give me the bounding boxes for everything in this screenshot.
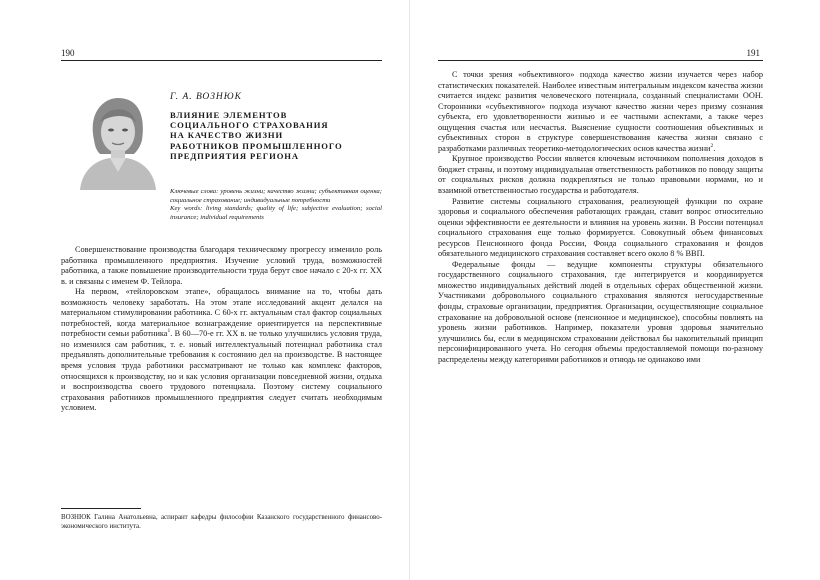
footnote-rule [61, 508, 141, 509]
title-line: РАБОТНИКОВ ПРОМЫШЛЕННОГО [170, 140, 343, 151]
title-line: ВЛИЯНИЕ ЭЛЕМЕНТОВ [170, 110, 288, 120]
page-number-right: 191 [746, 48, 760, 58]
paragraph-text: . В 60—70-е гг. XX в. не только улучшились условия труда, но изменился сам работник, т. е. новый интеллектуальный потенциал работника стал предъявлять дополнительные требования к состоянию дел на производстве. В настоящее время условия труда работники рассматривают не только как комплекс факторов, относящихся к производству, но и как условия организации повседневной жизни, отдыха и воспроизводства своего трудового потенциала. Поэтому систему социального страхования работников промышленного предприятия следует считать необходимым условием. [61, 329, 382, 413]
author-name: Г. А. ВОЗНЮК [170, 92, 242, 102]
header-rule-left [61, 60, 382, 61]
paragraph: Совершенствование производства благодаря техническому прогрессу изменило роль работника промышленного предприятия. Изучение условий труда, возможностей работника, а также повышение производительности труда берут свое начало с 20-х гг. XX в. и связаны с именем Ф. Тейлора. [61, 245, 382, 286]
keywords-russian: Ключевые слова: уровень жизни; качество жизни; субъективная оценка; социальное страхование; индивидуальные потребности [170, 188, 382, 204]
paragraph: Развитие системы социального страхования, реализующей функции по охране здоровья и социального обеспечения работающих граждан, ставит вопрос относительно оценки эффективности ее деятельности и влияния на уровень жизни. В России потенциал социального страхования еще только формируется. Совокупный объем финансовых ресурсов Пенсионного фонда России, Фонда социального страхования и фондов обязательного медицинского страхования составляет всего около 8 % ВВП. [438, 196, 763, 259]
paragraph-text: На первом, «тейлоровском этапе», обращалось внимание на то, чтобы дать возможность человеку заработать. На этом этапе исследований акцент делался на материальном стимулировании работника. С 60-х гг. актуальным стал фактор социальных потребностей, когда материальное вознаграждение ориентируется на перспективные потребности семьи работника [61, 287, 382, 339]
title-line: НА КАЧЕСТВО ЖИЗНИ [170, 130, 284, 141]
right-body-text [438, 70, 763, 365]
right-page [410, 0, 820, 580]
keywords-block [170, 188, 382, 222]
footnote-ref: 1 [167, 328, 171, 335]
paragraph-text: С точки зрения «объективного» подхода качество жизни изучается через набор статистических показателей. Наиболее известным интегральным индексом качества жизни считается индекс развития человеческого потенциала, созданный специалистами ООН. Сторонники «субъективного» подхода изучают качество жизни через призму сознания субъекта, его удовлетворенности жизнью и ее частными аспектами, а также через ощущения счастья или несчастья. Выяснение сущности соотношения объективных и субъективных сторон в структуре совершенствования качества жизни связано с разработками различных теоретико-методологических основ качества жизни [438, 70, 763, 153]
paragraph: Крупное производство России является ключевым источником пополнения доходов в бюджет страны, и поэтому индивидуальная ответственность работников по поводу защиты от социальных рисков должна подкрепляться не только правовыми нормами, но и взаимной ответственностью государства и работодателя. [438, 154, 763, 196]
paragraph [61, 287, 382, 414]
title-line: СОЦИАЛЬНОГО СТРАХОВАНИЯ [170, 120, 329, 131]
header-rule-right [438, 60, 763, 61]
author-photo [74, 92, 158, 190]
article-title [170, 110, 380, 161]
keywords-english: Key words: living standards; quality of life; subjective evaluation; social insurance; individual requirements [170, 205, 382, 221]
paragraph: Федеральные фонды — ведущие компоненты структуры обязательного государственного социального страхования, где интегрируется и координируется множество индивидуальных действий людей в отдельных сферах общественной жизни. Участниками добровольного социального страхования являются негосударственные фонды, страховые организации, предприятия. Организации, осуществляющие социальное страхование на добровольной основе (пенсионное и медицинское), способны повлиять на уровень жизни работников. Например, показатели уровня здоровья значительно улучшились бы, если в медицинском страховании действовал бы накопительный принцип персонифицированного учета. Но сегодня объемы предоставляемой помощи по-разному распределены между категориями работников и отнюдь не одинаково ими [438, 259, 763, 364]
author-footnote: ВОЗНЮК Галина Анатольевна, аспирант кафедры философии Казанского государственного финансово-экономического института. [61, 514, 382, 530]
footnote-ref: 2 [710, 143, 714, 150]
title-line: ПРЕДПРИЯТИЯ РЕГИОНА [170, 150, 299, 161]
page-number-left: 190 [61, 48, 75, 58]
paragraph: С точки зрения «объективного» подхода качество жизни изучается через набор статистических показателей. Наиболее известным интегральным индексом качества жизни считается индекс развития человеческого потенциала, созданный специалистами ООН. Сторонники «субъективного» подхода изучают качество жизни через призму сознания субъекта, его удовлетворенности жизнью и ее частными аспектами, а также через ощущения счастья или несчастья. Выяснение сущности соотношения объективных и субъективных сторон в структуре совершенствования качества жизни связано с разработками различных теоретико-методологических основ качества жизни$^2$. [438, 70, 763, 153]
left-body-text [61, 245, 382, 414]
portrait-image [74, 92, 158, 190]
